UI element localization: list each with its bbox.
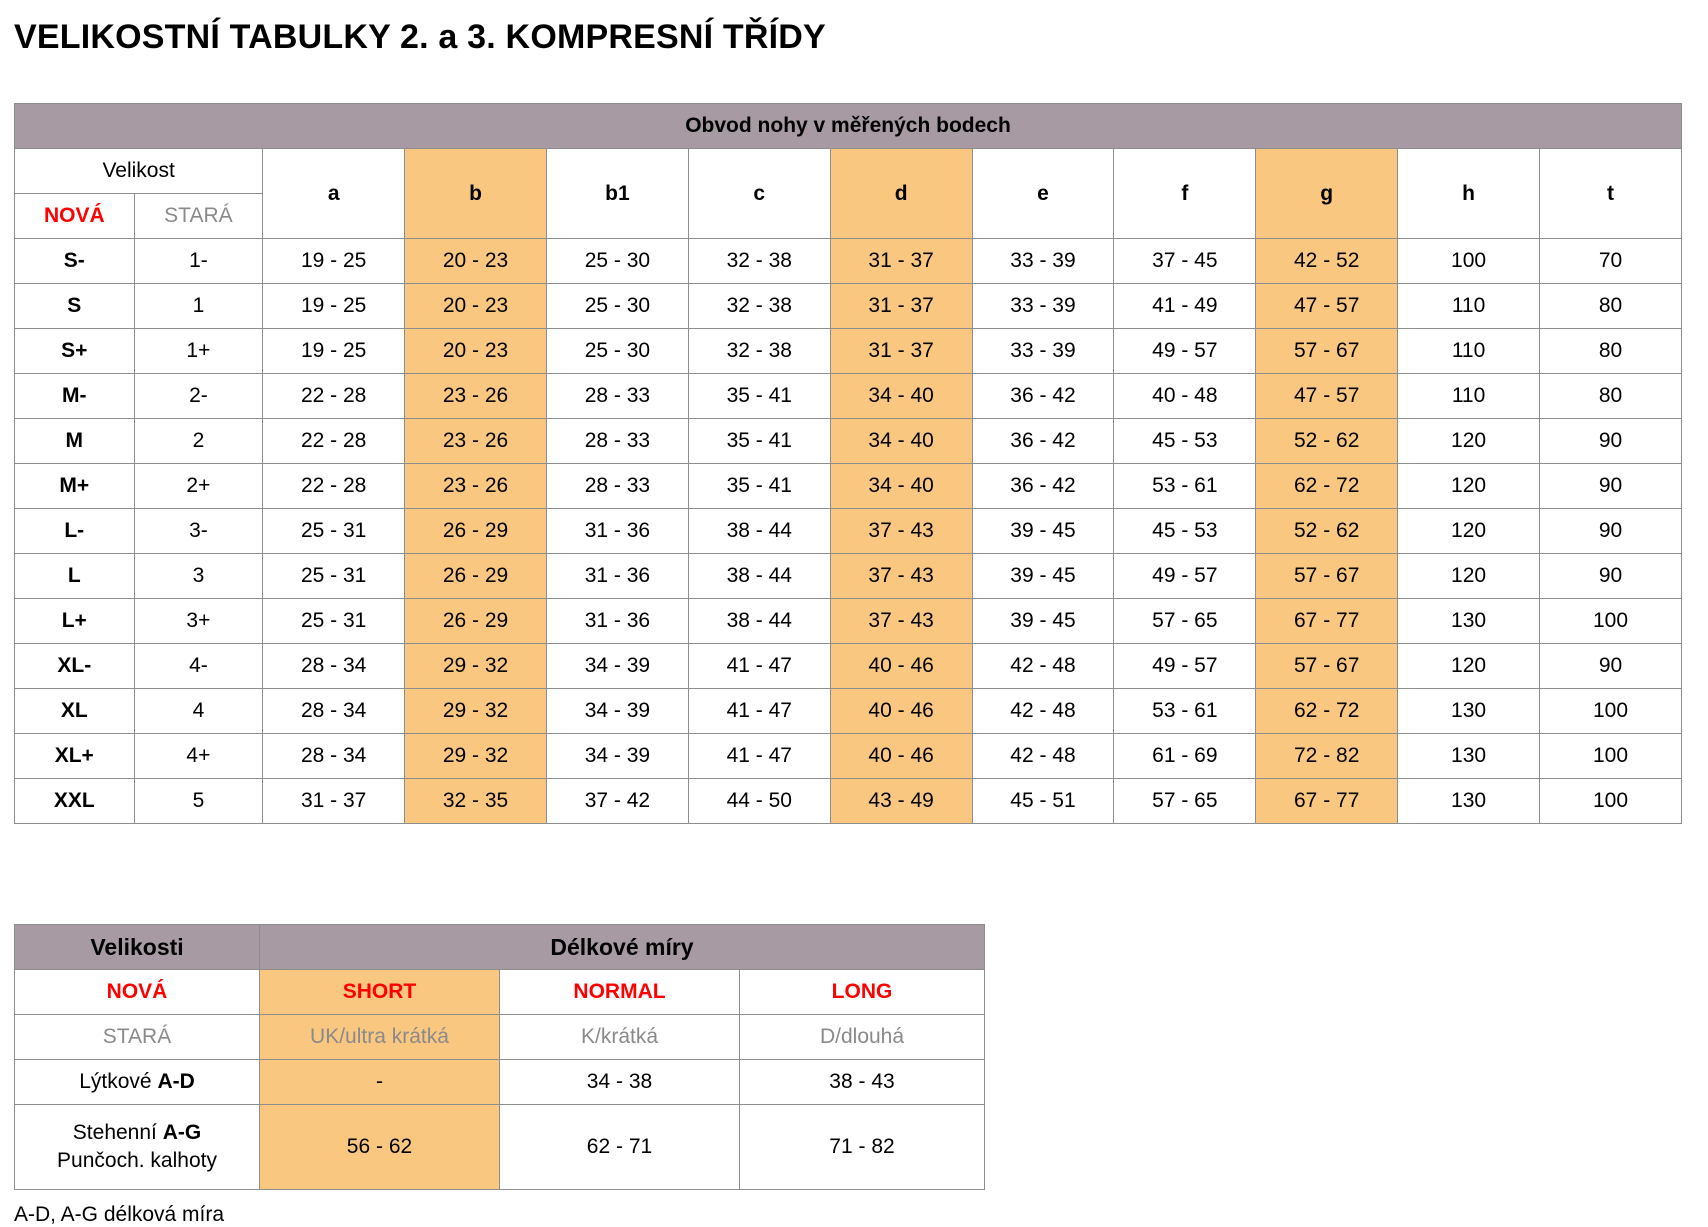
table-row: [15, 239, 1682, 284]
row-size-new: XXL: [15, 779, 135, 824]
cell-f: 40 - 48: [1114, 374, 1256, 419]
column-header-b1: b1: [546, 149, 688, 239]
cell-g: 47 - 57: [1256, 374, 1398, 419]
length-row-label-line1: [19, 1119, 255, 1147]
length-long-label: LONG: [740, 970, 985, 1015]
cell-b1: 31 - 36: [546, 599, 688, 644]
length-row-label-code: A-G: [162, 1120, 202, 1144]
row-size-old: 1+: [134, 329, 263, 374]
length-row: [15, 1060, 985, 1105]
cell-h: 120: [1398, 419, 1540, 464]
column-header-t: t: [1539, 149, 1681, 239]
cell-t: 80: [1539, 374, 1681, 419]
cell-a: 28 - 34: [263, 734, 405, 779]
cell-f: 57 - 65: [1114, 779, 1256, 824]
cell-b: 23 - 26: [405, 419, 547, 464]
cell-h: 120: [1398, 464, 1540, 509]
table-row: [15, 689, 1682, 734]
length-header-new-row: [15, 970, 985, 1015]
cell-f: 49 - 57: [1114, 329, 1256, 374]
size-old-label: STARÁ: [134, 194, 263, 239]
row-size-new: S: [15, 284, 135, 329]
cell-h: 120: [1398, 554, 1540, 599]
cell-h: 130: [1398, 599, 1540, 644]
length-row-label: [15, 1105, 260, 1190]
column-header-e: e: [972, 149, 1114, 239]
cell-d: 37 - 43: [830, 554, 972, 599]
row-size-new: XL-: [15, 644, 135, 689]
cell-c: 41 - 47: [688, 689, 830, 734]
cell-b: 26 - 29: [405, 554, 547, 599]
row-size-new: M: [15, 419, 135, 464]
column-header-d: d: [830, 149, 972, 239]
row-size-new: L-: [15, 509, 135, 554]
cell-e: 39 - 45: [972, 509, 1114, 554]
row-size-old: 4: [134, 689, 263, 734]
cell-d: 40 - 46: [830, 734, 972, 779]
row-size-new: XL+: [15, 734, 135, 779]
table-band-row: [15, 104, 1682, 149]
length-cell-normal: 62 - 71: [500, 1105, 740, 1190]
length-header-old-row: [15, 1015, 985, 1060]
cell-t: 90: [1539, 509, 1681, 554]
cell-a: 25 - 31: [263, 599, 405, 644]
row-size-new: M-: [15, 374, 135, 419]
row-size-new: L: [15, 554, 135, 599]
column-header-f: f: [1114, 149, 1256, 239]
cell-d: 37 - 43: [830, 509, 972, 554]
cell-t: 90: [1539, 644, 1681, 689]
cell-g: 57 - 67: [1256, 554, 1398, 599]
cell-t: 100: [1539, 779, 1681, 824]
cell-c: 32 - 38: [688, 329, 830, 374]
cell-d: 31 - 37: [830, 329, 972, 374]
size-new-label: NOVÁ: [15, 194, 135, 239]
size-table: [14, 103, 1682, 824]
column-header-b: b: [405, 149, 547, 239]
length-old-long: D/dlouhá: [740, 1015, 985, 1060]
cell-e: 45 - 51: [972, 779, 1114, 824]
length-band-label: Délkové míry: [260, 925, 985, 970]
cell-a: 31 - 37: [263, 779, 405, 824]
cell-g: 52 - 62: [1256, 419, 1398, 464]
cell-b: 29 - 32: [405, 734, 547, 779]
row-size-old: 2+: [134, 464, 263, 509]
cell-f: 45 - 53: [1114, 419, 1256, 464]
cell-b: 29 - 32: [405, 644, 547, 689]
cell-a: 28 - 34: [263, 689, 405, 734]
cell-d: 31 - 37: [830, 284, 972, 329]
cell-b1: 25 - 30: [546, 329, 688, 374]
cell-b: 26 - 29: [405, 509, 547, 554]
cell-f: 57 - 65: [1114, 599, 1256, 644]
row-size-old: 1-: [134, 239, 263, 284]
table-row: [15, 644, 1682, 689]
cell-e: 33 - 39: [972, 284, 1114, 329]
cell-g: 72 - 82: [1256, 734, 1398, 779]
cell-c: 41 - 47: [688, 644, 830, 689]
cell-h: 110: [1398, 284, 1540, 329]
cell-a: 25 - 31: [263, 554, 405, 599]
table-row: [15, 779, 1682, 824]
length-cell-long: 71 - 82: [740, 1105, 985, 1190]
length-old-short: UK/ultra krátká: [260, 1015, 500, 1060]
cell-g: 57 - 67: [1256, 644, 1398, 689]
band-label: Obvod nohy v měřených bodech: [15, 104, 1682, 149]
cell-d: 31 - 37: [830, 239, 972, 284]
footnote: A-D, A-G délková míra: [14, 1203, 225, 1227]
table-row: [15, 734, 1682, 779]
cell-c: 44 - 50: [688, 779, 830, 824]
column-header-g: g: [1256, 149, 1398, 239]
cell-b: 29 - 32: [405, 689, 547, 734]
row-size-new: S+: [15, 329, 135, 374]
cell-h: 100: [1398, 239, 1540, 284]
size-group-label: Velikost: [15, 149, 263, 194]
cell-t: 90: [1539, 464, 1681, 509]
row-size-new: S-: [15, 239, 135, 284]
cell-h: 110: [1398, 374, 1540, 419]
table-row: [15, 554, 1682, 599]
cell-b: 32 - 35: [405, 779, 547, 824]
length-new-label: NOVÁ: [15, 970, 260, 1015]
cell-b: 23 - 26: [405, 464, 547, 509]
row-size-new: M+: [15, 464, 135, 509]
cell-e: 42 - 48: [972, 734, 1114, 779]
cell-g: 62 - 72: [1256, 689, 1398, 734]
cell-f: 49 - 57: [1114, 554, 1256, 599]
cell-t: 90: [1539, 419, 1681, 464]
cell-c: 35 - 41: [688, 374, 830, 419]
cell-t: 70: [1539, 239, 1681, 284]
cell-c: 32 - 38: [688, 284, 830, 329]
cell-e: 33 - 39: [972, 329, 1114, 374]
cell-d: 34 - 40: [830, 464, 972, 509]
length-row: [15, 1105, 985, 1190]
cell-b1: 28 - 33: [546, 464, 688, 509]
cell-t: 90: [1539, 554, 1681, 599]
cell-c: 38 - 44: [688, 509, 830, 554]
table-header-row-1: [15, 149, 1682, 194]
table-row: [15, 599, 1682, 644]
length-row-label: [15, 1060, 260, 1105]
row-size-old: 4-: [134, 644, 263, 689]
cell-a: 19 - 25: [263, 284, 405, 329]
cell-c: 35 - 41: [688, 419, 830, 464]
cell-f: 53 - 61: [1114, 464, 1256, 509]
table-row: [15, 284, 1682, 329]
length-cell-short: -: [260, 1060, 500, 1105]
cell-b1: 34 - 39: [546, 689, 688, 734]
cell-b1: 25 - 30: [546, 239, 688, 284]
cell-f: 37 - 45: [1114, 239, 1256, 284]
cell-c: 35 - 41: [688, 464, 830, 509]
length-row-label-text: Stehenní: [72, 1120, 163, 1144]
cell-e: 39 - 45: [972, 554, 1114, 599]
cell-g: 57 - 67: [1256, 329, 1398, 374]
cell-t: 100: [1539, 734, 1681, 779]
cell-e: 39 - 45: [972, 599, 1114, 644]
cell-c: 38 - 44: [688, 554, 830, 599]
cell-h: 130: [1398, 734, 1540, 779]
length-old-normal: K/krátká: [500, 1015, 740, 1060]
length-table: [14, 924, 985, 1190]
table-row: [15, 329, 1682, 374]
length-band-row: [15, 925, 985, 970]
cell-a: 19 - 25: [263, 329, 405, 374]
cell-g: 52 - 62: [1256, 509, 1398, 554]
row-size-old: 5: [134, 779, 263, 824]
cell-b: 26 - 29: [405, 599, 547, 644]
cell-b: 20 - 23: [405, 329, 547, 374]
cell-d: 34 - 40: [830, 374, 972, 419]
page-title: VELIKOSTNÍ TABULKY 2. a 3. KOMPRESNÍ TŘÍDY: [14, 18, 826, 56]
cell-c: 32 - 38: [688, 239, 830, 284]
length-row-label-code: A-D: [157, 1070, 195, 1094]
row-size-old: 4+: [134, 734, 263, 779]
cell-e: 36 - 42: [972, 464, 1114, 509]
cell-b: 20 - 23: [405, 239, 547, 284]
cell-b1: 25 - 30: [546, 284, 688, 329]
cell-b1: 31 - 36: [546, 554, 688, 599]
cell-e: 36 - 42: [972, 374, 1114, 419]
cell-d: 34 - 40: [830, 419, 972, 464]
length-normal-label: NORMAL: [500, 970, 740, 1015]
length-short-label: SHORT: [260, 970, 500, 1015]
row-size-old: 3-: [134, 509, 263, 554]
table-row: [15, 374, 1682, 419]
cell-g: 62 - 72: [1256, 464, 1398, 509]
row-size-old: 2-: [134, 374, 263, 419]
length-row-label-text: Lýtkové: [79, 1070, 158, 1094]
cell-t: 80: [1539, 329, 1681, 374]
cell-a: 22 - 28: [263, 419, 405, 464]
cell-e: 33 - 39: [972, 239, 1114, 284]
cell-b1: 28 - 33: [546, 374, 688, 419]
cell-a: 25 - 31: [263, 509, 405, 554]
cell-b1: 28 - 33: [546, 419, 688, 464]
length-old-label: STARÁ: [15, 1015, 260, 1060]
cell-t: 100: [1539, 599, 1681, 644]
cell-h: 130: [1398, 779, 1540, 824]
cell-e: 42 - 48: [972, 689, 1114, 734]
column-header-a: a: [263, 149, 405, 239]
table-row: [15, 419, 1682, 464]
cell-f: 61 - 69: [1114, 734, 1256, 779]
cell-h: 120: [1398, 644, 1540, 689]
cell-e: 42 - 48: [972, 644, 1114, 689]
cell-a: 22 - 28: [263, 374, 405, 419]
row-size-old: 3: [134, 554, 263, 599]
cell-f: 53 - 61: [1114, 689, 1256, 734]
row-size-new: XL: [15, 689, 135, 734]
cell-d: 43 - 49: [830, 779, 972, 824]
length-cell-short: 56 - 62: [260, 1105, 500, 1190]
cell-e: 36 - 42: [972, 419, 1114, 464]
cell-h: 110: [1398, 329, 1540, 374]
cell-g: 67 - 77: [1256, 599, 1398, 644]
row-size-old: 3+: [134, 599, 263, 644]
length-sizes-label: Velikosti: [15, 925, 260, 970]
cell-a: 28 - 34: [263, 644, 405, 689]
cell-g: 67 - 77: [1256, 779, 1398, 824]
column-header-h: h: [1398, 149, 1540, 239]
cell-f: 41 - 49: [1114, 284, 1256, 329]
cell-f: 45 - 53: [1114, 509, 1256, 554]
cell-c: 38 - 44: [688, 599, 830, 644]
table-row: [15, 509, 1682, 554]
cell-a: 22 - 28: [263, 464, 405, 509]
cell-b: 20 - 23: [405, 284, 547, 329]
cell-b1: 31 - 36: [546, 509, 688, 554]
cell-b1: 34 - 39: [546, 644, 688, 689]
cell-f: 49 - 57: [1114, 644, 1256, 689]
length-cell-long: 38 - 43: [740, 1060, 985, 1105]
cell-h: 120: [1398, 509, 1540, 554]
cell-d: 40 - 46: [830, 689, 972, 734]
length-row-label-line2: Punčoch. kalhoty: [57, 1149, 217, 1173]
cell-a: 19 - 25: [263, 239, 405, 284]
cell-c: 41 - 47: [688, 734, 830, 779]
row-size-old: 2: [134, 419, 263, 464]
cell-t: 80: [1539, 284, 1681, 329]
row-size-old: 1: [134, 284, 263, 329]
cell-b1: 37 - 42: [546, 779, 688, 824]
cell-g: 42 - 52: [1256, 239, 1398, 284]
cell-b: 23 - 26: [405, 374, 547, 419]
cell-b1: 34 - 39: [546, 734, 688, 779]
table-row: [15, 464, 1682, 509]
cell-h: 130: [1398, 689, 1540, 734]
cell-d: 37 - 43: [830, 599, 972, 644]
length-cell-normal: 34 - 38: [500, 1060, 740, 1105]
column-header-c: c: [688, 149, 830, 239]
row-size-new: L+: [15, 599, 135, 644]
cell-g: 47 - 57: [1256, 284, 1398, 329]
cell-t: 100: [1539, 689, 1681, 734]
cell-d: 40 - 46: [830, 644, 972, 689]
